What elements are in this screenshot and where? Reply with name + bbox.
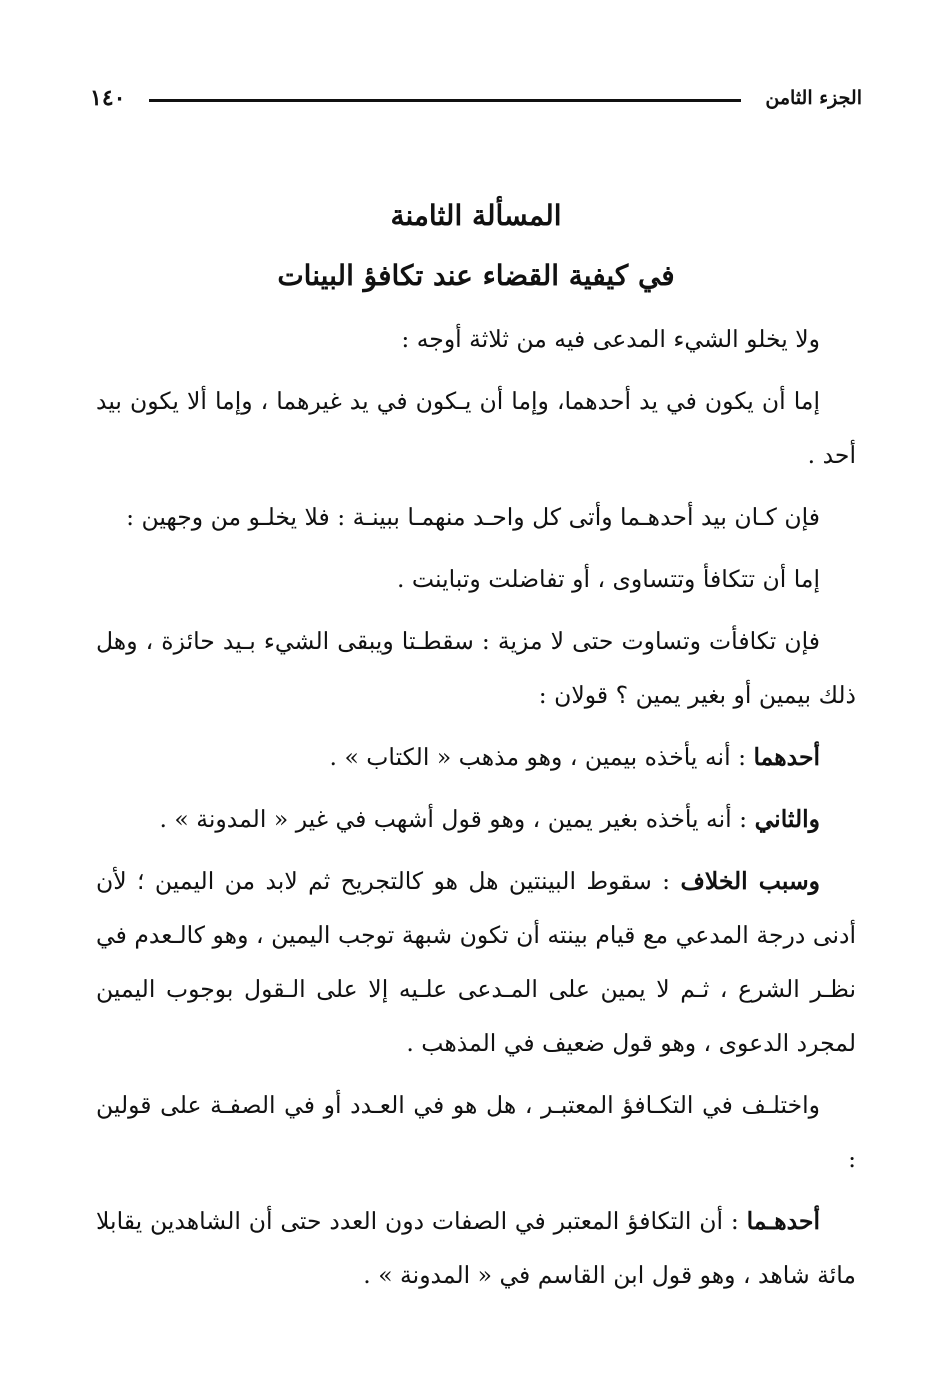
paragraph [96, 792, 856, 846]
paragraph-lead: والثاني [754, 805, 820, 833]
paragraph-text: : أنه يأخذه بيمين ، وهو مذهب « الكتاب » . [329, 743, 754, 771]
paragraph-text: : أن التكافؤ المعتبر في الصفات دون العدد حتى أن الشاهدين يقابلا مائة شاهد ، وهو قول ابن القاسم في « المدونة » . [96, 1207, 856, 1289]
section-title: المسألة الثامنة [390, 199, 562, 232]
paragraph [96, 552, 856, 606]
paragraph-text: فإن تكافأت وتساوت حتى لا مزية : سقطـتا ويبقى الشيء بـيد حائزة ، وهل ذلك بيمين أو بغير يمين ؟ قولان : [96, 627, 856, 709]
paragraph-text: إما أن تتكافأ وتتساوى ، أو تفاضلت وتباينت . [396, 565, 820, 593]
paragraph-text: واختلـف في التكـافؤ المعتبـر ، هل هو في العـدد أو في الصفـة على قولين : [96, 1091, 856, 1173]
paragraph [96, 854, 856, 1070]
running-head: الجزء الثامن [765, 87, 862, 109]
paragraph-text: ولا يخلو الشيء المدعى فيه من ثلاثة أوجه : [401, 325, 820, 353]
paragraph [96, 614, 856, 722]
paragraph-text: : أنه يأخذه بغير يمين ، وهو قول أشهب في غير « المدونة » . [159, 805, 755, 833]
paragraph-text: فإن كـان بيد أحدهـما وأتى كل واحـد منهمـا ببينـة : فلا يخلـو من وجهين : [126, 503, 820, 531]
paragraph [96, 374, 856, 482]
paragraph-lead: وسبب الخلاف [680, 867, 820, 895]
paragraph [96, 1194, 856, 1302]
paragraph [96, 1078, 856, 1186]
paragraph [96, 490, 856, 544]
paragraph [96, 312, 856, 366]
paragraph-text: : سقوط البينتين هل هو كالتجريح ثم لابد من اليمين ؛ لأن أدنى درجة المدعي مع قيام بينته أن تكون شبهة توجب اليمين ، وهو كالـعدم في نظـر الشرع ، ثـم لا يمين على المـدعى علـيه إلا على الـقول بوجوب اليمين لمجرد الدعوى ، وهو قول ضعيف في المذهب . [96, 867, 856, 1057]
page-content [96, 188, 856, 1310]
paragraph [96, 730, 856, 784]
paragraph-text: إما أن يكون في يد أحدهما، وإما أن يـكون في يد غيرهما ، وإما ألا يكون بيد أحد . [96, 387, 856, 469]
page-number: ١٤٠ [90, 85, 126, 111]
page-header [90, 78, 862, 118]
section-subtitle: في كيفية القضاء عند تكافؤ البينات [277, 259, 675, 292]
paragraph-lead: أحدهـما [746, 1207, 820, 1235]
paragraph-lead: أحدهما [753, 743, 820, 771]
header-rule [149, 99, 741, 102]
